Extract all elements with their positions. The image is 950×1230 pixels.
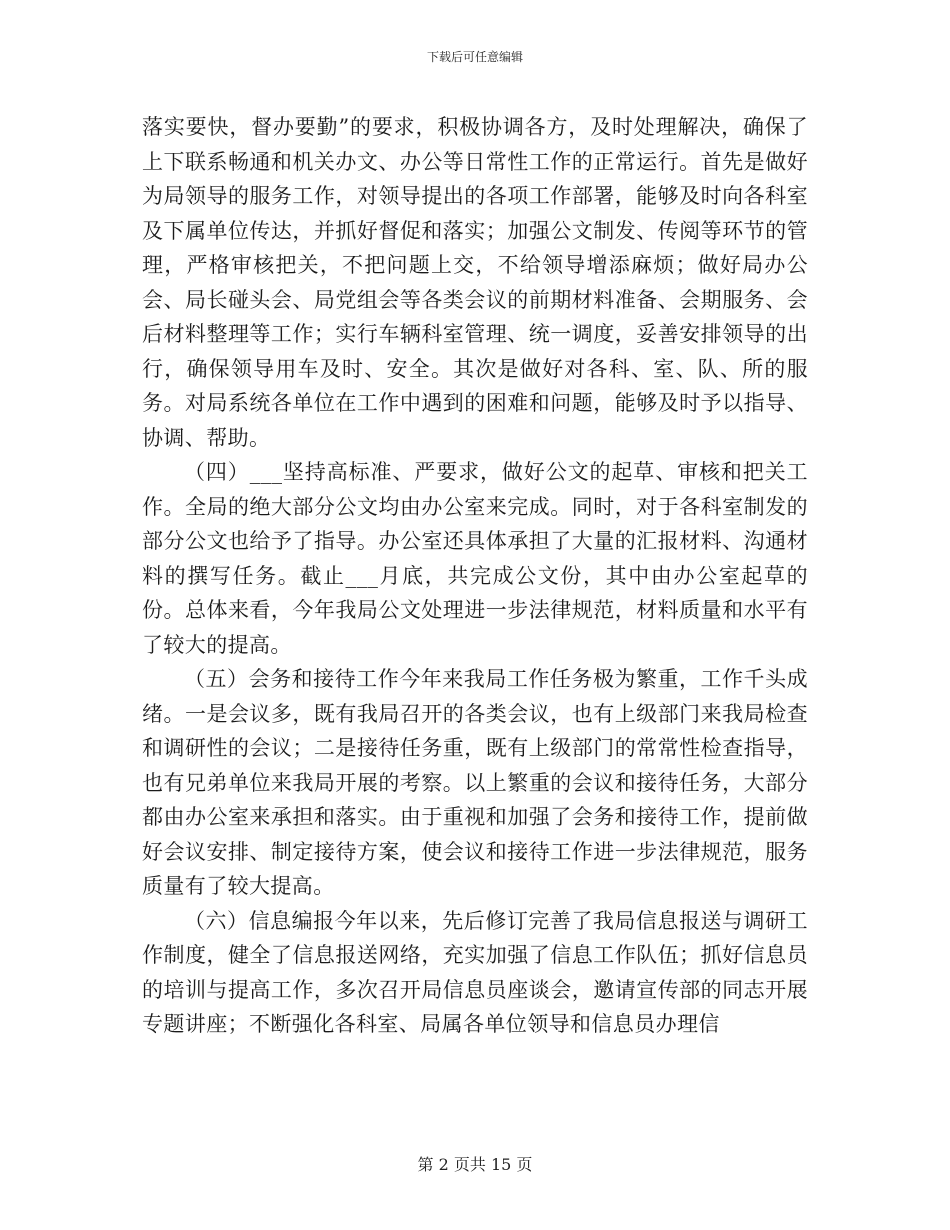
paragraph-2: （四）___坚持高标准、严要求，做好公文的起草、审核和把关工作。全局的绝大部分公文均由办公室来完成。同时，对于各科室制发的部分公文也给予了指导。办公室还具体承担了大量的汇报材料、沟通材料的撰写任务。截止___月底，共完成公文份，其中由办公室起草的份。总体来看，今年我局公文处理进一步法律规范，材料质量和水平有了较大的提高。	[142, 460, 808, 657]
document-body	[142, 110, 808, 1042]
paragraph-4: （六）信息编报今年以来，先后修订完善了我局信息报送与调研工作制度，健全了信息报送网络，充实加强了信息工作队伍；抓好信息员的培训与提高工作，多次召开局信息员座谈会，邀请宣传部的同志开展专题讲座；不断强化各科室、局属各单位领导和信息员办理信	[142, 908, 808, 1036]
page-header: 下载后可任意编辑	[426, 50, 523, 64]
paragraph-3: （五）会务和接待工作今年来我局工作任务极为繁重，工作千头成绪。一是会议多，既有我局召开的各类会议，也有上级部门来我局检查和调研性的会议；二是接待任务重，既有上级部门的常常性检查指导，也有兄弟单位来我局开展的考察。以上繁重的会议和接待任务，大部分都由办公室来承担和落实。由于重视和加强了会务和接待工作，提前做好会议安排、制定接待方案，使会议和接待工作进一步法律规范，服务质量有了较大提高。	[142, 667, 808, 898]
page-footer: 第 2 页共 15 页	[417, 1155, 533, 1174]
paragraph-1: 落实要快，督办要勤”的要求，积极协调各方，及时处理解决，确保了上下联系畅通和机关办文、办公等日常性工作的正常运行。首先是做好为局领导的服务工作，对领导提出的各项工作部署，能够及时向各科室及下属单位传达，并抓好督促和落实；加强公文制发、传阅等环节的管理，严格审核把关，不把问题上交，不给领导增添麻烦；做好局办公会、局长碰头会、局党组会等各类会议的前期材料准备、会期服务、会后材料整理等工作；实行车辆科室管理、统一调度，妥善安排领导的出行，确保领导用车及时、安全。其次是做好对各科、室、队、所的服务。对局系统各单位在工作中遇到的困难和问题，能够及时予以指导、协调、帮助。	[142, 115, 808, 450]
